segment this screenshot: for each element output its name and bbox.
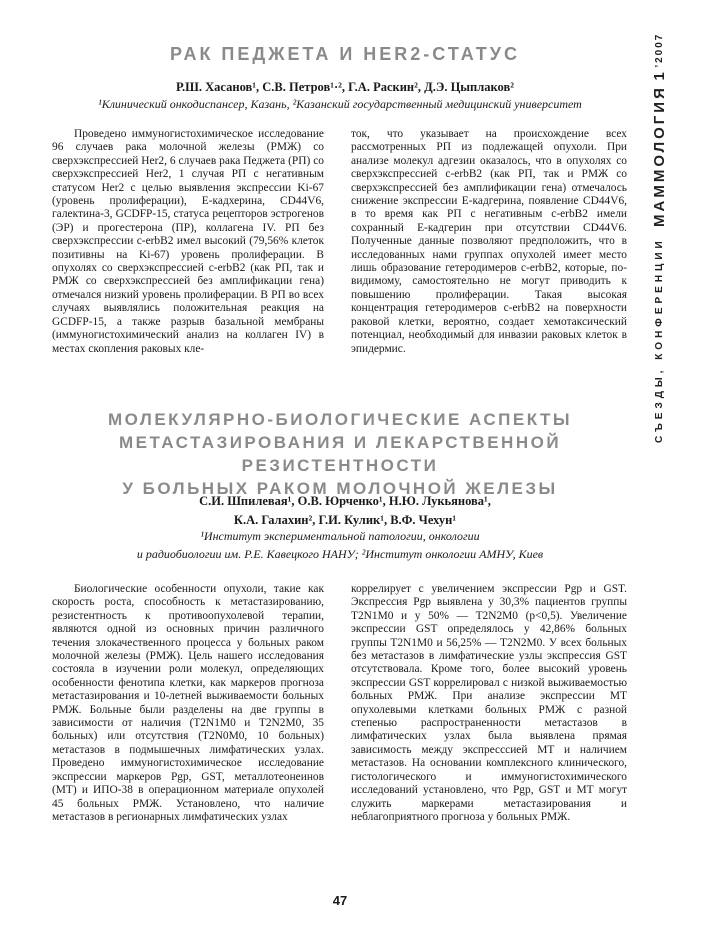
journal-name: МАММОЛОГИЯ: [651, 84, 668, 227]
issue-year: ’2007: [654, 32, 665, 68]
article2-authors-line-1: С.И. Шпилевая¹, О.В. Юрченко¹, Н.Ю. Лукьянова¹,: [199, 494, 491, 508]
article1-title: РАК ПЕДЖЕТА И HER2-СТАТУС: [170, 44, 520, 64]
article2-title-line-1: МОЛЕКУЛЯРНО-БИОЛОГИЧЕСКИЕ АСПЕКТЫ: [107, 410, 573, 429]
article2-authors: [60, 492, 630, 530]
article2-affiliation-line-2: и радиобиологии им. Р.Е. Кавецкого НАНУ; ²Институт онкологии АМНУ, Киев: [136, 547, 544, 561]
article2-affiliation-line-1: ¹Институт экспериментальной патологии, онкологии: [200, 529, 480, 543]
article2-paragraph-1: Биологические особенности опухоли, такие как скорость роста, способность к метастазированию, резистентность к противоопухолевой терапии, являются одной из основных причин различного течения злокачественного процесса у больных раком молочной железы (РМЖ). Цель нашего исследования состояла в изучении роли молекул, определяющих особенности фенотипа клетки, как маркеров прогноза метастазирования и 10-летней выживаемости больных РМЖ. Больные были разделены на две группы в зависимости от наличия (T2N1M0 и T2N2M0, 35 больных) или отсутствия (T2N0M0, 10 больных) метастазов в подмышечных лимфатических узлах. Проведено иммуногистохимическое исследование экспрессии маркеров Pgp, GST, металлотеонеинов (МТ) и ИПО-38 в операционном материале опухолей 45 больных РМЖ. Установлено, что наличие метастазов в регионарных лимфатических узлах: [52, 583, 324, 823]
journal-sidebar: [651, 32, 691, 443]
article1-authors: Р.Ш. Хасанов¹, С.В. Петров¹·², Г.А. Раскин², Д.Э. Цыплаков²: [175, 80, 514, 94]
issue-number: 1: [651, 72, 668, 81]
article2-authors-line-2: К.А. Галахин², Г.И. Кулик¹, В.Ф. Чехун¹: [233, 513, 457, 527]
page-number: 47: [332, 893, 348, 908]
article2-column-right: [351, 583, 627, 824]
article2-paragraph-2: коррелирует с увеличением экспрессии Pgp и GST. Экспрессия Pgp выявлена у 30,3% пациентов группы T2N1M0 и у 50% — T2N2M0 (p<0,5). Увеличение экспрессии GST определялось у 42,86% больных группы T2N1M0 и 56,25% — T2N2M0. У всех больных без метастазов в лимфатические узлы экспрессия GST отсутствовала. Кроме того, более высокий уровень экспрессии GST коррелировал с низкой выживаемостью больных РМЖ. При анализе экспрессии МТ опухолевыми клетками больных РМЖ с разной степенью распространенности метастазов в лимфатических узлах была выявлена прямая зависимость между экспресссией МТ и наличием метастазов. На основании комплексного клинического, гистологического и иммуногистохимического исследований установлено, что Pgp, GST и МТ могут служить маркерами метастазирования и неблагоприятного прогноза у больных РМЖ.: [351, 583, 627, 823]
section-label: СЪЕЗДЫ, КОНФЕРЕНЦИИ: [654, 237, 665, 443]
article2-column-left: [52, 583, 324, 824]
article1-column-left: [52, 128, 324, 356]
article2-title-line-2: МЕТАСТАЗИРОВАНИЯ И ЛЕКАРСТВЕННОЙ РЕЗИСТЕНТНОСТИ: [118, 433, 562, 475]
article2-affiliation: [40, 527, 640, 563]
article2-title-line-3: У БОЛЬНЫХ РАКОМ МОЛОЧНОЙ ЖЕЛЕЗЫ: [122, 479, 558, 498]
article1-paragraph-2: ток, что указывает на происхождение всех рассмотренных РП из подлежащей опухоли. При анализе молекул адгезии оказалось, что в опухолях со сверхэкспрессией c-erbB2 (как РП, так и РМЖ со сверхэкспрессией без амплификации гена) отмечалось снижение экспрессии Е-кадгерина, появление CD44V6, в то время как РП с негативным c-erbB2 имели сохранный Е-кадгерин при отсутствии CD44V6. Полученные данные позволяют предположить, что в исследованных нами группах опухолей имеет место лишь образование гетеродимеров c-erbB2, которые, по-видимому, самостоятельно не могут приводить к повышению пролиферации. Такая высокая концентрация гетеродимеров c-erbB2 на поверхности раковой клетки, вероятно, создает хемотаксический потенциал, необходимый для инвазии раковых клеток в эпидермис.: [351, 128, 627, 355]
article1-paragraph-1: Проведено иммуногистохимическое исследование 96 случаев рака молочной железы (РМЖ) со сверхэкспрессией Her2, 6 случаев рака Педжета (РП) со сверхэкспрессией Her2, 1 случая РП с негативным статусом Her2 с целью выявления экспрессии Ki-67 (уровень пролиферации), Е-кадхерина, CD44V6, галектина-3, GCDFP-15, статуса рецепторов эстрогенов (ЭР) и прогестерона (ПР), коллагена IV. РП без сверхэкспрессии c-erbB2 имел высокий (79,56% клеток позитивны на Ki-67) уровень пролиферации. В опухолях со сверхэкспрессией c-erbB2 (как РП, так и РМЖ со сверхэкспрессией без амплификации гена) отмечался низкий уровень пролиферации. В РП во всех случаях выявлялись положительная реакция на GCDFP-15, а также разрыв базальной мембраны (иммуногистохимический анализ на коллаген IV) в местах скопления раковых кле-: [52, 128, 324, 355]
article2-title: [50, 408, 630, 500]
article1-affiliation: ¹Клинический онкодиспансер, Казань, ²Казанский государственный медицинский университет: [98, 97, 582, 111]
article1-column-right: [351, 128, 627, 356]
